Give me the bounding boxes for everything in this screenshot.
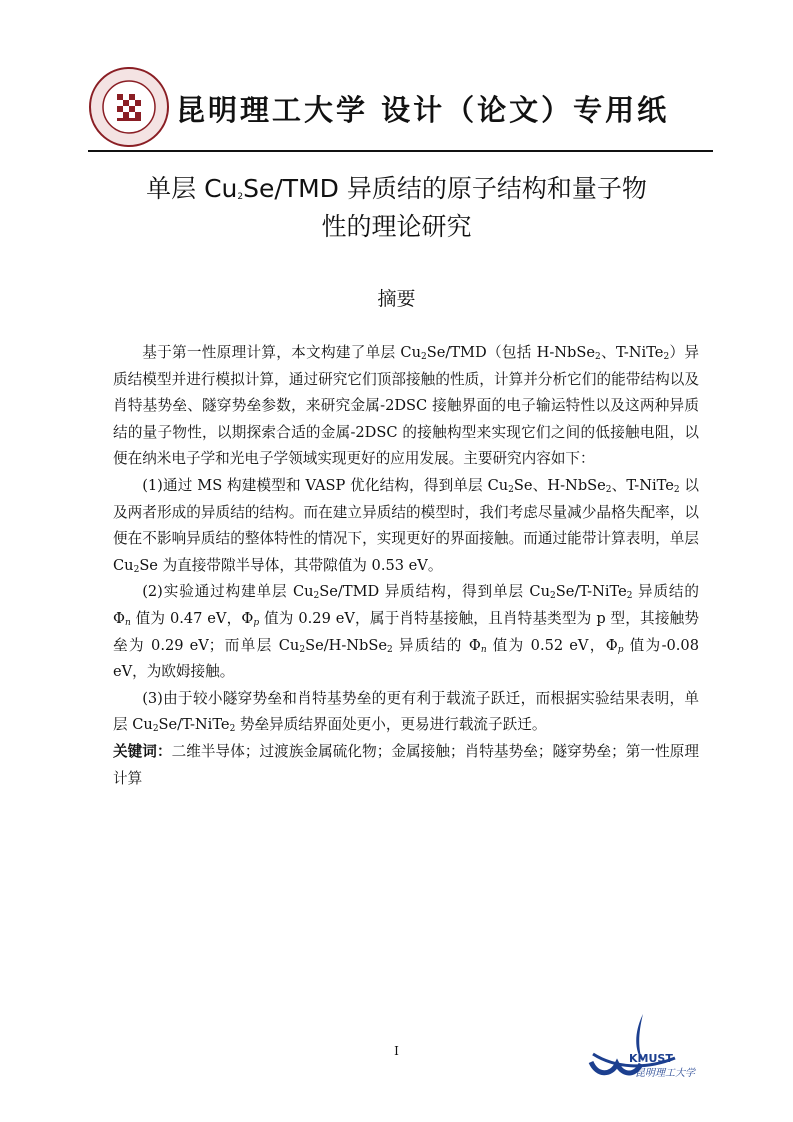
thesis-title: 单层 $Cu_2Se$/TMD 异质结的原子结构和量子物 性的理论研究 xyxy=(146,174,647,241)
abstract-paragraph-4: (3)由于较小隧穿势垒和肖特基势垒的更有利于载流子跃迁，而根据实验结果表明，单层 $Cu_2Se/T-NiTe_2$ 势垒异质结界面处更小，更易进行载流子跃迁。 xyxy=(113,689,699,735)
page-number: I xyxy=(394,1044,399,1058)
keywords-label: 关键词： xyxy=(113,742,172,760)
logo-text: KMUST xyxy=(629,1052,673,1065)
keywords-text: 二维半导体；过渡族金属硫化物；金属接触；肖特基势垒；隧穿势垒；第一性原理计算 xyxy=(113,742,699,787)
abstract-paragraph-2: (1)通过 MS 构建模型和 VASP 优化结构，得到单层 $Cu_2Se$、H-NbSe$_2$、T-NiTe$_2$ 以及两者形成的异质结的结构。而在建立异质结的模型时，我们考虑尽量减少晶格失配率，以便在不影响异质结的整体特性的情况下，实现更好的界面接触。而通过能带计算表明，单层 $Cu_2Se$ 为直接带隙半导体，其带隙值为 0.53 eV。 xyxy=(113,476,699,575)
abstract-body xyxy=(113,340,699,792)
kmust-logo-icon xyxy=(585,1010,710,1085)
header-title: 昆明理工大学 设计（论文）专用纸 xyxy=(176,93,670,127)
page-header xyxy=(88,62,713,154)
abstract-paragraph-1: 基于第一性原理计算，本文构建了单层 $Cu_2Se/TMD$（包括 H-NbSe$_2$、T-NiTe$_2$）异质结模型并进行模拟计算，通过研究它们顶部接触的性质，计算并分析它们的能带结构以及肖特基势垒、隧穿势垒参数，来研究金属-2DSC 接触界面的电子输运特性以及这两种异质结的量子物性，以期探索合适的金属-2DSC 的接触构型来实现它们之间的低接触电阻，以便在纳米电子学和光电子学领域实现更好的应用发展。主要研究内容如下： xyxy=(113,344,699,468)
header-divider xyxy=(88,150,713,152)
university-seal-icon xyxy=(88,66,170,148)
abstract-heading: 摘要 xyxy=(377,288,416,310)
logo-cn-text: 昆明理工大学 xyxy=(635,1068,695,1079)
keywords xyxy=(113,739,699,792)
abstract-paragraph-3: (2)实验通过构建单层 $Cu_2Se$/TMD 异质结构，得到单层 $Cu_2Se/T-NiTe_2$ 异质结的 $\Phi_n$ 值为 0.47 eV，$\Phi_p$ 值为 0.29 eV，属于肖特基接触，且肖特基类型为 p 型，其接触势垒为 0.29 eV；而单层 $Cu_2Se/H-NbSe_2$ 异质结的 $\Phi_n$ 值为 0.52 eV，$\Phi_p$ 值为-0.08 eV，为欧姆接触。 xyxy=(113,583,699,681)
